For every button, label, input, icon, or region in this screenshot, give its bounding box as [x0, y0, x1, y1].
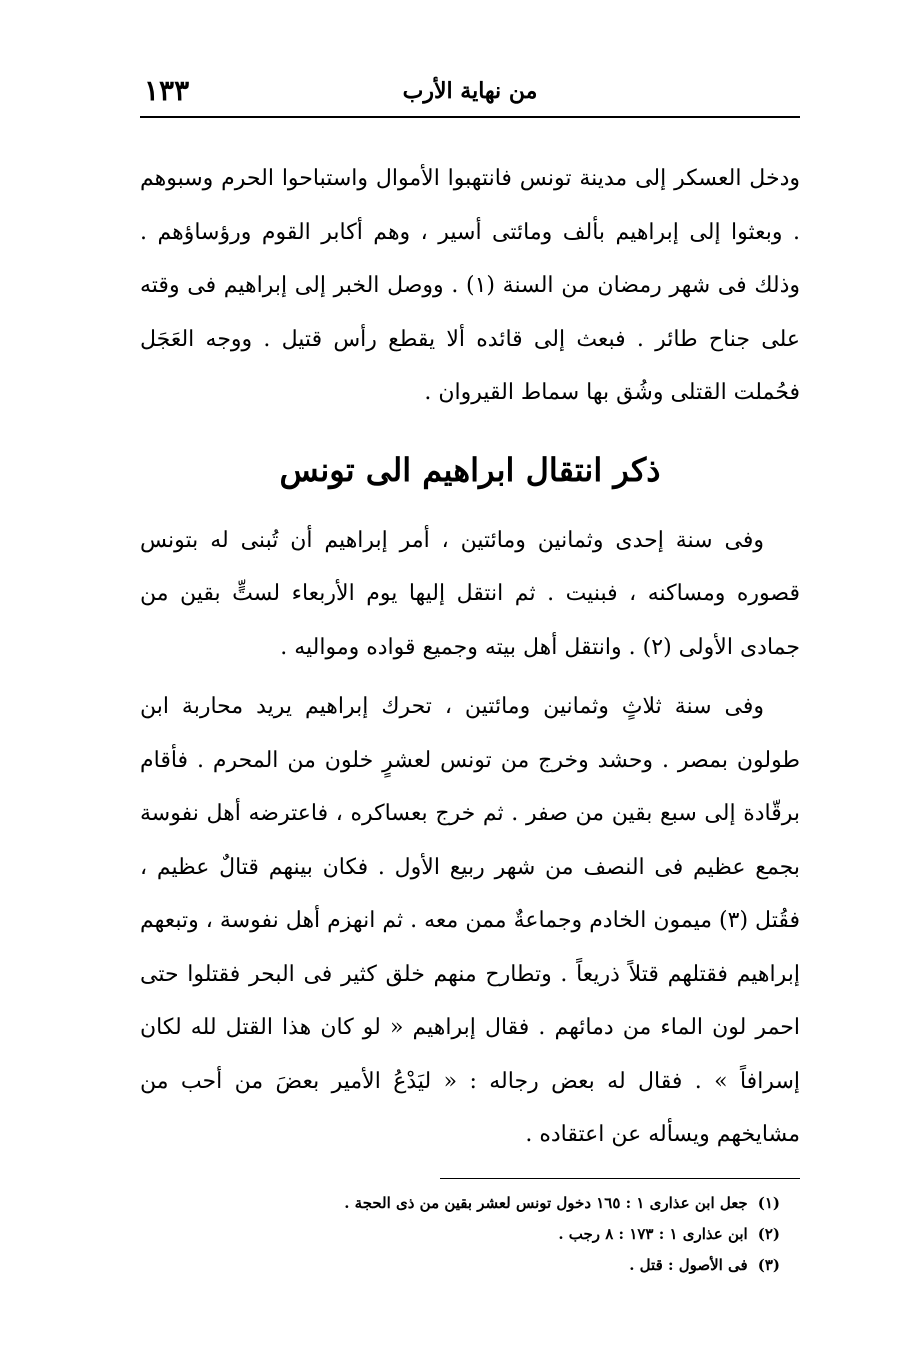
footnote-marker: (٣)	[757, 1256, 780, 1274]
page-header	[140, 72, 800, 118]
body-text	[140, 152, 800, 1162]
footnote	[220, 1250, 780, 1281]
paragraph: وفى سنة ثلاثٍ وثمانين ومائتين ، تحرك إبراهيم يريد محاربة ابن طولون بمصر . وحشد وخرج من تونس لعشرٍ خلون من المحرم . فأقام برقّادة إلى سبع بقين من صفر . ثم خرج بعساكره ، فاعترضه أهل نفوسة بجمع عظيم فى النصف من شهر ربيع الأول . فكان بينهم قتالٌ عظيم ، فقُتل (٣) ميمون الخادم وجماعةٌ ممن معه . ثم انهزم أهل نفوسة ، وتبعهم إبراهيم فقتلهم قتلاً ذريعاً . وتطارح منهم خلق كثير فى البحر فقتلوا حتى احمر لون الماء من دمائهم . فقال إبراهيم « لو كان هذا القتل لله لكان إسرافاً » . فقال له بعض رجاله : « ليَدْعُ الأمير بعضَ من أحب من مشايخهم ويسأله عن اعتقاده .	[140, 694, 800, 1147]
page-number: ١٣٣	[144, 74, 190, 107]
footnote-marker: (٢)	[757, 1225, 780, 1243]
footnote	[220, 1219, 780, 1250]
footnote	[220, 1188, 780, 1219]
footnote-marker: (١)	[757, 1194, 780, 1212]
footnote-text: ابن عذارى ١ : ١٧٣ : ٨ رجب .	[558, 1225, 748, 1243]
section-heading: ذكر انتقال ابراهيم الى تونس	[279, 450, 661, 489]
footnote-text: جعل ابن عذارى ١ : ١٦٥ دخول تونس لعشر بقين من ذى الحجة .	[344, 1194, 748, 1212]
footnote-divider	[440, 1178, 800, 1179]
footnote-text: فى الأصول : قتل .	[629, 1256, 748, 1274]
paragraph: ودخل العسكر إلى مدينة تونس فانتهبوا الأموال واستباحوا الحرم وسبوهم . وبعثوا إلى إبراهيم بألف ومائتى أسير ، وهم أكابر القوم ورؤساؤهم . وذلك فى شهر رمضان من السنة (١) . ووصل الخبر إلى إبراهيم فى وقته على جناح طائر . فبعث إلى قائده ألا يقطع رأس قتيل . ووجه العَجَل فحُملت القتلى وشُق بها سماط القيروان .	[140, 166, 800, 405]
footnotes	[220, 1188, 780, 1281]
running-title: من نهاية الأرب	[402, 78, 538, 104]
paragraph: وفى سنة إحدى وثمانين ومائتين ، أمر إبراهيم أن تُبنى له بتونس قصوره ومساكنه ، فبنيت . ثم انتقل إليها يوم الأربعاء لستٍّ بقين من جمادى الأولى (٢) . وانتقل أهل بيته وجميع قواده ومواليه .	[140, 527, 800, 660]
book-page	[140, 60, 800, 1320]
